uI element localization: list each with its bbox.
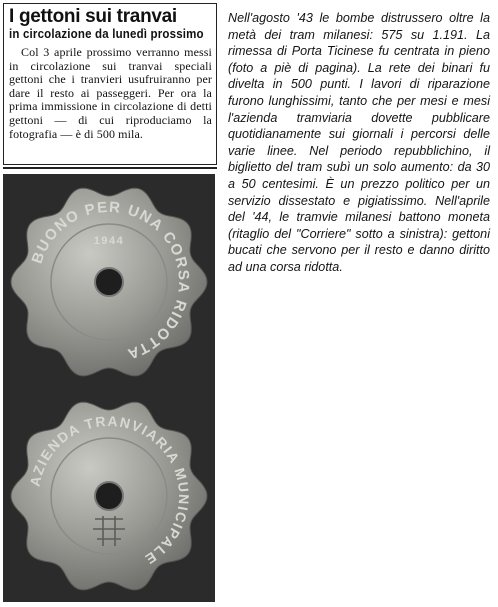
coin-back-ring-text: AZIENDA TRANVIARIA MUNICIPALE [26, 412, 193, 569]
caption-text: Nell'agosto '43 le bombe distrussero oltre la metà dei tram milanesi: 575 su 1.191. La rimessa di Porta Ticinese fu centrata in pieno (foto a piè di pagina). La rete dei binari fu divelta in 500 punti. I lavori di riparazione furono lunghissimi, tanto che per mesi e mesi l'azienda tramviaria dovette pubblicare quotidianamente sui giornali i percorsi delle varie linee. Nel periodo repubblichino, il biglietto del tram subì un solo aumento: da 30 a 50 centesimi. È un prezzo politico per un servizio dissestato e pigiatissimo. Nell'aprile del '44, le tramvie milanesi battono moneta (ritaglio del "Corriere" sotto a sinistra): gettoni bucati che servono per il resto e danno diritto ad una corsa ridotta. [228, 11, 490, 274]
newspaper-clipping [3, 3, 217, 165]
coin-front-year: 1944 [93, 235, 125, 247]
divider [3, 167, 217, 169]
coin-front-hole [95, 268, 123, 296]
clipping-subheadline: in circolazione da lunedì prossimo [9, 27, 204, 41]
coin-photo-svg [3, 174, 215, 602]
coin-front-ring-text: BUONO PER UNA CORSA RIDOTTA [28, 198, 193, 363]
coin-back-hole [95, 482, 123, 510]
coin-photo [3, 174, 215, 602]
clipping-headline: I gettoni sui tranvai [9, 6, 177, 27]
clipping-body: Col 3 aprile prossimo verranno messi in circolazione sui tranvai speciali gettoni che i tranvieri usufruiranno per dare il resto ai passeggeri. Per ora la prima immissione in circolazione di detti gettoni — di cui riproduciamo la fotografia — è di 500 mila. [9, 45, 212, 141]
